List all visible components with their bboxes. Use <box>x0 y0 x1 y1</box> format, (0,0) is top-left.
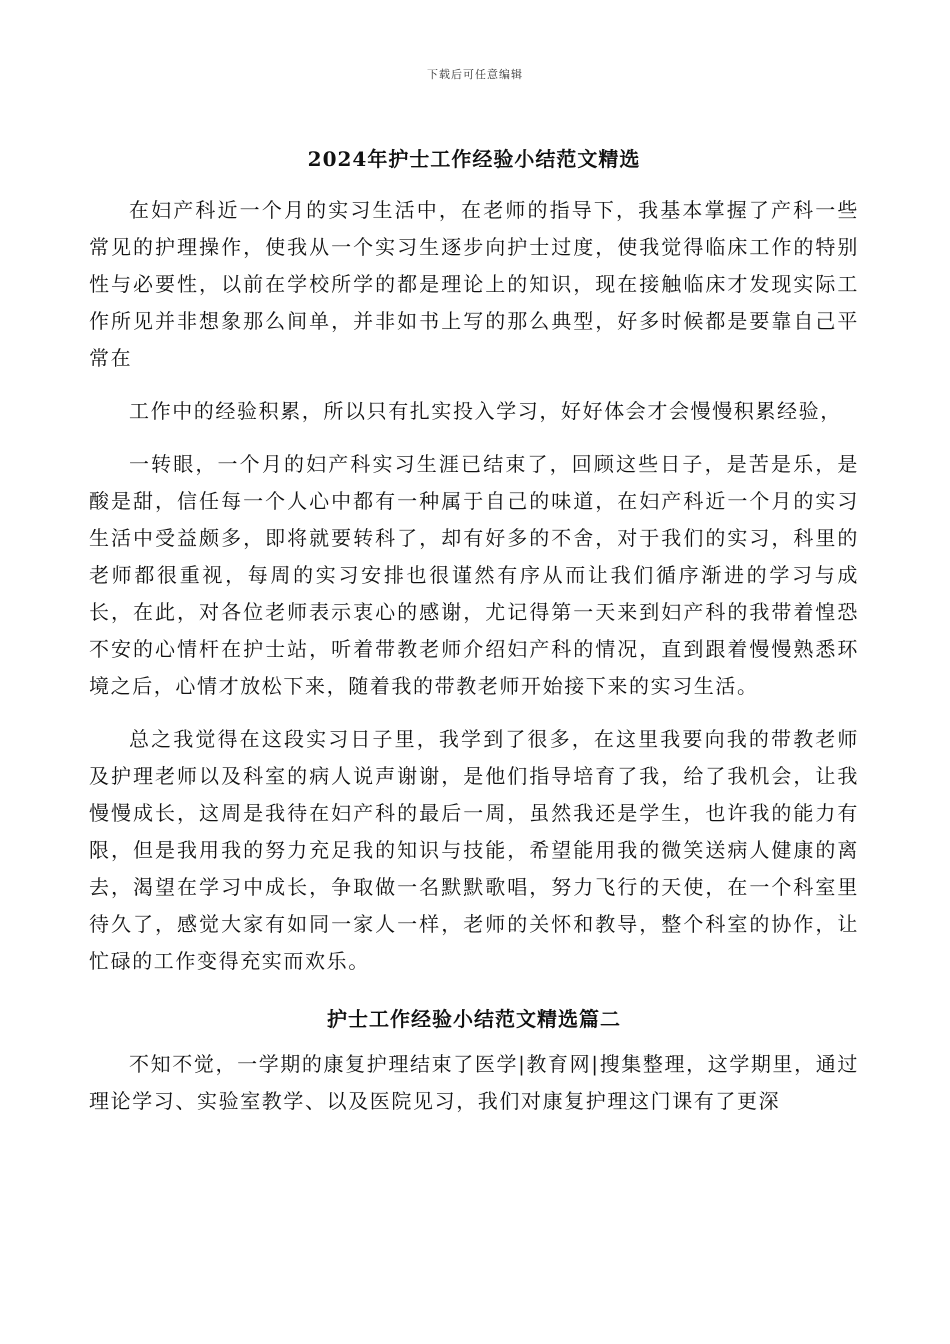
header-note: 下载后可任意编辑 <box>427 68 523 81</box>
paragraph-4: 总之我觉得在这段实习日子里，我学到了很多，在这里我要向我的带教老师及护理老师以及科室的病人说声谢谢，是他们指导培育了我，给了我机会，让我慢慢成长，这周是我待在妇产科的最后一周，虽然我还是学生，也许我的能力有限，但是我用我的努力充足我的知识与技能，希望能用我的微笑送病人健康的离去，渴望在学习中成长，争取做一名默默歌唱，努力飞行的天使，在一个科室里待久了，感觉大家有如同一家人一样，老师的关怀和教导，整个科室的协作，让忙碌的工作变得充实而欢乐。 <box>89 727 859 973</box>
section-2-paragraph-1: 不知不觉，一学期的康复护理结束了医学|教育网|搜集整理，这学期里，通过理论学习、实验室教学、以及医院见习，我们对康复护理这门课有了更深 <box>89 1052 859 1113</box>
paragraph-1: 在妇产科近一个月的实习生活中，在老师的指导下，我基本掌握了产科一些常见的护理操作，使我从一个实习生逐步向护士过度，使我觉得临床工作的特别性与必要性，以前在学校所学的都是理论上的知识，现在接触临床才发现实际工作所见并非想象那么间单，并非如书上写的那么典型，好多时候都是要靠自己平常在 <box>89 198 859 370</box>
section-2-title: 护士工作经验小结范文精选篇二 <box>327 1007 621 1031</box>
paragraph-3: 一转眼，一个月的妇产科实习生涯已结束了，回顾这些日子，是苦是乐，是酸是甜，信任每一个人心中都有一种属于自己的味道，在妇产科近一个月的实习生活中受益颇多，即将就要转科了，却有好多的不舍，对于我们的实习，科里的老师都很重视，每周的实习安排也很谨然有序从而让我们循序渐进的学习与成长，在此，对各位老师表示衷心的感谢，尤记得第一天来到妇产科的我带着惶恐不安的心情杆在护士站，听着带教老师介绍妇产科的情况，直到跟着慢慢熟悉环境之后，心情才放松下来，随着我的带教老师开始接下来的实习生活。 <box>89 452 859 698</box>
document-title: 2024年护士工作经验小结范文精选 <box>307 147 641 171</box>
paragraph-2: 工作中的经验积累，所以只有扎实投入学习，好好体会才会慢慢积累经验， <box>129 399 842 423</box>
document-body <box>89 142 859 1120</box>
